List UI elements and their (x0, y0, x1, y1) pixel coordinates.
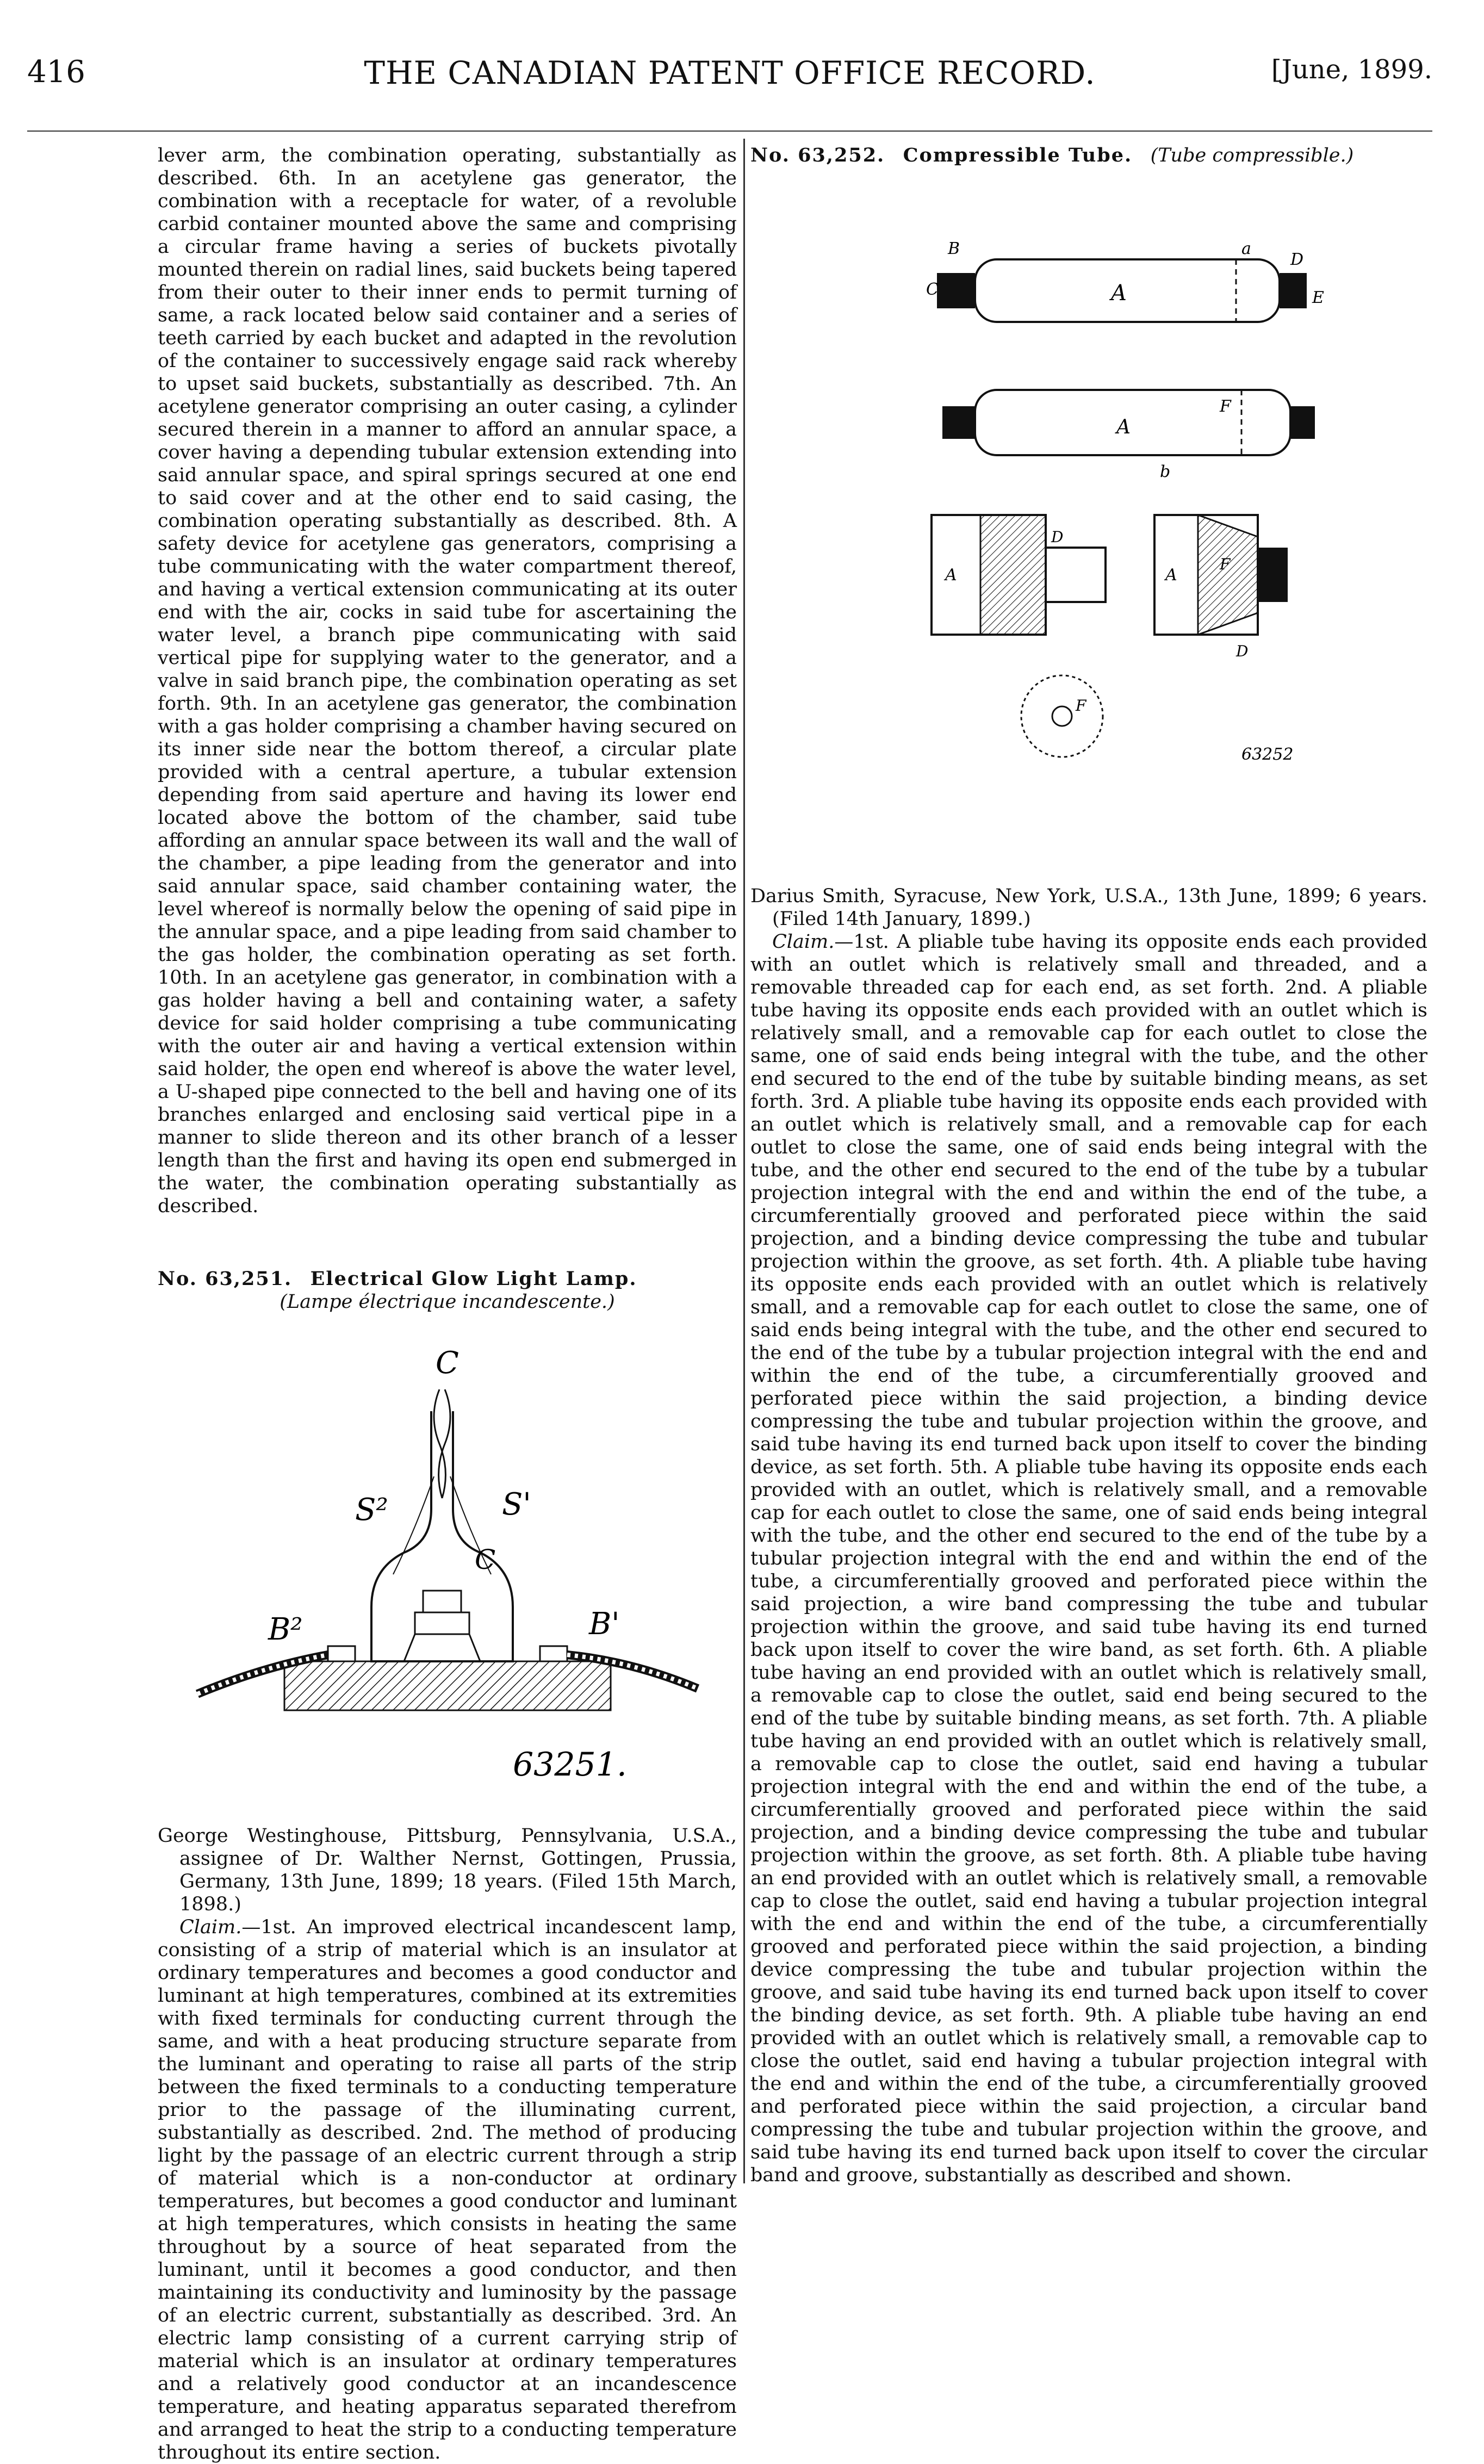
claims-63252: Claim.—1st. A pliable tube having its opposite ends each provided with an outlet which is relatively small and threaded, and a removable threaded cap for each end, as set forth. 2nd. A pliable tube having its opposite ends each provided with an outlet which is relatively small, and a removable cap for each outlet to close the same, one of said ends being integral with the tube, and the other end secured to the end of the tube by suitable binding means, as set forth. 3rd. A pliable tube having its opposite ends each provided with an outlet which is relatively small, and a removable cap for each outlet to close the same, one of said ends being integral with the tube, and the other end secured to the end of the tube by a tubular projection integral with the end and within the end of the tube, a circumferentially grooved and perforated piece within the said projection, and a binding device compressing the tube and tubular projection within the groove, as set forth. 4th. A pliable tube having its opposite ends each provided with an outlet which is relatively small, and a removable cap for each outlet to close the same, one of said ends being integral with the tube, and the other end secured to the end of the tube by a tubular projection integral with the end and within the end of the tube, a circumferentially grooved and perforated piece within the said projection, a binding device compressing the tube and tubular projection within the groove, and said tube having its end turned back upon itself to cover the binding device, as set forth. 5th. A pliable tube having its opposite ends each provided with an outlet, which is relatively small, and a removable cap for each outlet to close the same, one of said ends being integral with the tube, and the other end secured to the end of the tube by a tubular projection integral with the end and within the end of the tube, a circumferentially grooved and perforated piece within the said projection, a wire band compressing the tube and tubular projection within the groove, and said tube having its end turned back upon itself to cover the wire band, as set forth. 6th. A pliable tube having an end provided with an outlet which is relatively small, a removable cap to close the outlet, said end being secured to the end of the tube by suitable binding means, as set forth. 7th. A pliable tube having an end provided with an outlet which is relatively small, a removable cap to close the outlet, said end having a tubular projection integral with the end and within the end of the tube, a circumferentially grooved and perforated piece within the said projection, and a binding device compressing the tube and tubular projection within the groove, as set forth. 8th. A pliable tube having an end provided with an outlet which is relatively small, a removable cap to close the outlet, said end having a tubular projection integral with the end and within the end of the tube, a circumferentially grooved and perforated piece within the said projection, a binding device compressing the tube and tubular projection within the groove, and said tube having its end turned back upon itself to cover the binding device, as set forth. 9th. A pliable tube having an end provided with an outlet which is relatively small, a removable cap to close the outlet, said end having a tubular projection integral with the end and within the end of the tube, a circumferentially grooved and perforated piece within the said projection, a circular band compressing the tube and tubular projection within the groove, and said tube having its end turned back upon itself to cover the circular band and groove, substantially as described and shown. (750, 931, 1427, 2186)
issue-date: [June, 1899. (1271, 54, 1432, 85)
label-a-fig3: A (945, 566, 957, 585)
label-f: F (1219, 397, 1231, 416)
label-b-lower: b (1159, 462, 1170, 481)
right-column (750, 144, 1427, 2187)
page-header (27, 54, 1432, 103)
label-c-mid: C (474, 1544, 495, 1575)
label-b: B (947, 239, 960, 258)
lamp-figure (176, 1313, 719, 1814)
tube-figure (817, 167, 1361, 874)
entry-heading-63252 (750, 144, 1427, 167)
label-c: C (926, 280, 939, 299)
label-f-fig5: F (1075, 697, 1086, 715)
label-d-fig4: D (1235, 642, 1248, 660)
figure-number-63251: 63251. (512, 1746, 627, 1784)
label-a: a (1241, 239, 1251, 258)
label-a-fig4: A (1165, 566, 1177, 585)
patent-number: No. 63,252. (750, 144, 885, 166)
label-c-top: C (435, 1345, 459, 1381)
journal-title: THE CANADIAN PATENT OFFICE RECORD. (364, 54, 1096, 91)
label-b2: B² (268, 1612, 303, 1647)
patentee-63252: Darius Smith, Syracuse, New York, U.S.A., 13th June, 1899; 6 years. (Filed 14th January, 1899.) (750, 885, 1427, 930)
patent-number: No. 63,251. (158, 1268, 293, 1290)
french-title: (Tube compressible.) (1150, 145, 1354, 166)
label-e: E (1312, 288, 1324, 307)
french-title: (Lampe électrique incandescente.) (280, 1291, 615, 1313)
entry-heading-63251 (158, 1268, 737, 1290)
patent-title: Electrical Glow Light Lamp. (310, 1268, 637, 1290)
label-a-fig2: A (1116, 416, 1131, 438)
label-d: D (1290, 250, 1303, 269)
claims-63251: Claim.—1st. An improved electrical incandescent lamp, consisting of a strip of material which is an insulator at ordinary temperatures and becomes a good conductor and luminant at high temperatures, combined at its extremities with fixed terminals for conducting current through the same, and with a heat producing structure separate from the luminant and operating to raise all parts of the strip between the fixed terminals to a conducting temperature prior to the passage of the illuminating current, substantially as described. 2nd. The method of producing light by the passage of an electric current through a strip of material which is a non-conductor at ordinary temperatures, but becomes a good conductor and luminant at high temperatures, which consists in heating the same throughout by a source of heat separated from the luminant, until it becomes a good conductor, and then maintaining its conductivity and luminosity by the passage of an electric current, substantially as described. 3rd. An electric lamp consisting of a current carrying strip of material which is an insulator at ordinary temperatures and a relatively good conductor at an incandescence temperature, and heating apparatus separated therefrom and arranged to heat the strip to a conducting temperature throughout its entire section. (158, 1916, 737, 2463)
column-rule (743, 139, 745, 2183)
label-b1: B' (588, 1606, 620, 1642)
label-a-upper: A (1110, 281, 1127, 306)
figure-number-63252: 63252 (1241, 745, 1293, 764)
label-f-fig4: F (1219, 555, 1230, 573)
continued-claims-text: lever arm, the combination operating, substantially as described. 6th. In an acetylene gas generator, the combination with a receptacle for water, of a revoluble carbid container mounted above the same and comprising a circular frame having a series of buckets pivotally mounted therein on radial lines, said buckets being tapered from their outer to their inner ends to permit turning of same, a rack located below said container and a series of teeth carried by each bucket and adapted in the revolution of the container to successively engage said rack whereby to upset said buckets, substantially as described. 7th. An acetylene generator comprising an outer casing, a cylinder secured therein in a manner to afford an annular space, a cover having a depending tubular extension extending into said annular space, and spiral springs secured at one end to said cover and at the other end to said casing, the combination operating substantially as described. 8th. A safety device for acetylene gas generators, comprising a tube communicating with the water compartment thereof, and having a vertical extension communicating at its outer end with the air, cocks in said tube for ascertaining the water level, a branch pipe communicating with said vertical pipe for supplying water to the generator, and a valve in said branch pipe, the combination operating as set forth. 9th. In an acetylene gas generator, the combination with a gas holder comprising a chamber having secured on its inner side near the bottom thereof, a circular plate provided with a central aperture, a tubular extension depending from said aperture and having its lower end located above the bottom of the chamber, said tube affording an annular space between its wall and the wall of the chamber, a pipe leading from the generator and into said annular space, said chamber containing water, the level whereof is normally below the opening of said pipe in the annular space, and a pipe leading from said chamber to the gas holder, the combination operating as set forth. 10th. In an acetylene gas generator, in combination with a gas holder having a bell and containing water, a safety device for said holder comprising a tube communicating with the outer air and having a vertical extension within said holder, the open end whereof is above the water level, a U-shaped pipe connected to the bell and having one of its branches enlarged and enclosing said vertical pipe in a manner to slide thereon and its other branch of a lesser length than the first and having its open end submerged in the water, the combination operating substantially as described. (158, 145, 737, 1217)
patentee-63251: George Westinghouse, Pittsburg, Pennsylvania, U.S.A., assignee of Dr. Walther Nernst, Gottingen, Prussia, Germany, 13th June, 1899; 18 years. (Filed 15th March, 1898.) (158, 1825, 737, 1915)
header-rule (27, 131, 1432, 132)
page-number: 416 (27, 54, 85, 90)
left-column (158, 144, 737, 2464)
label-s1: S' (501, 1487, 531, 1522)
patent-title: Compressible Tube. (903, 144, 1133, 166)
label-s2: S² (355, 1492, 388, 1528)
label-d-fig3: D (1051, 528, 1063, 546)
